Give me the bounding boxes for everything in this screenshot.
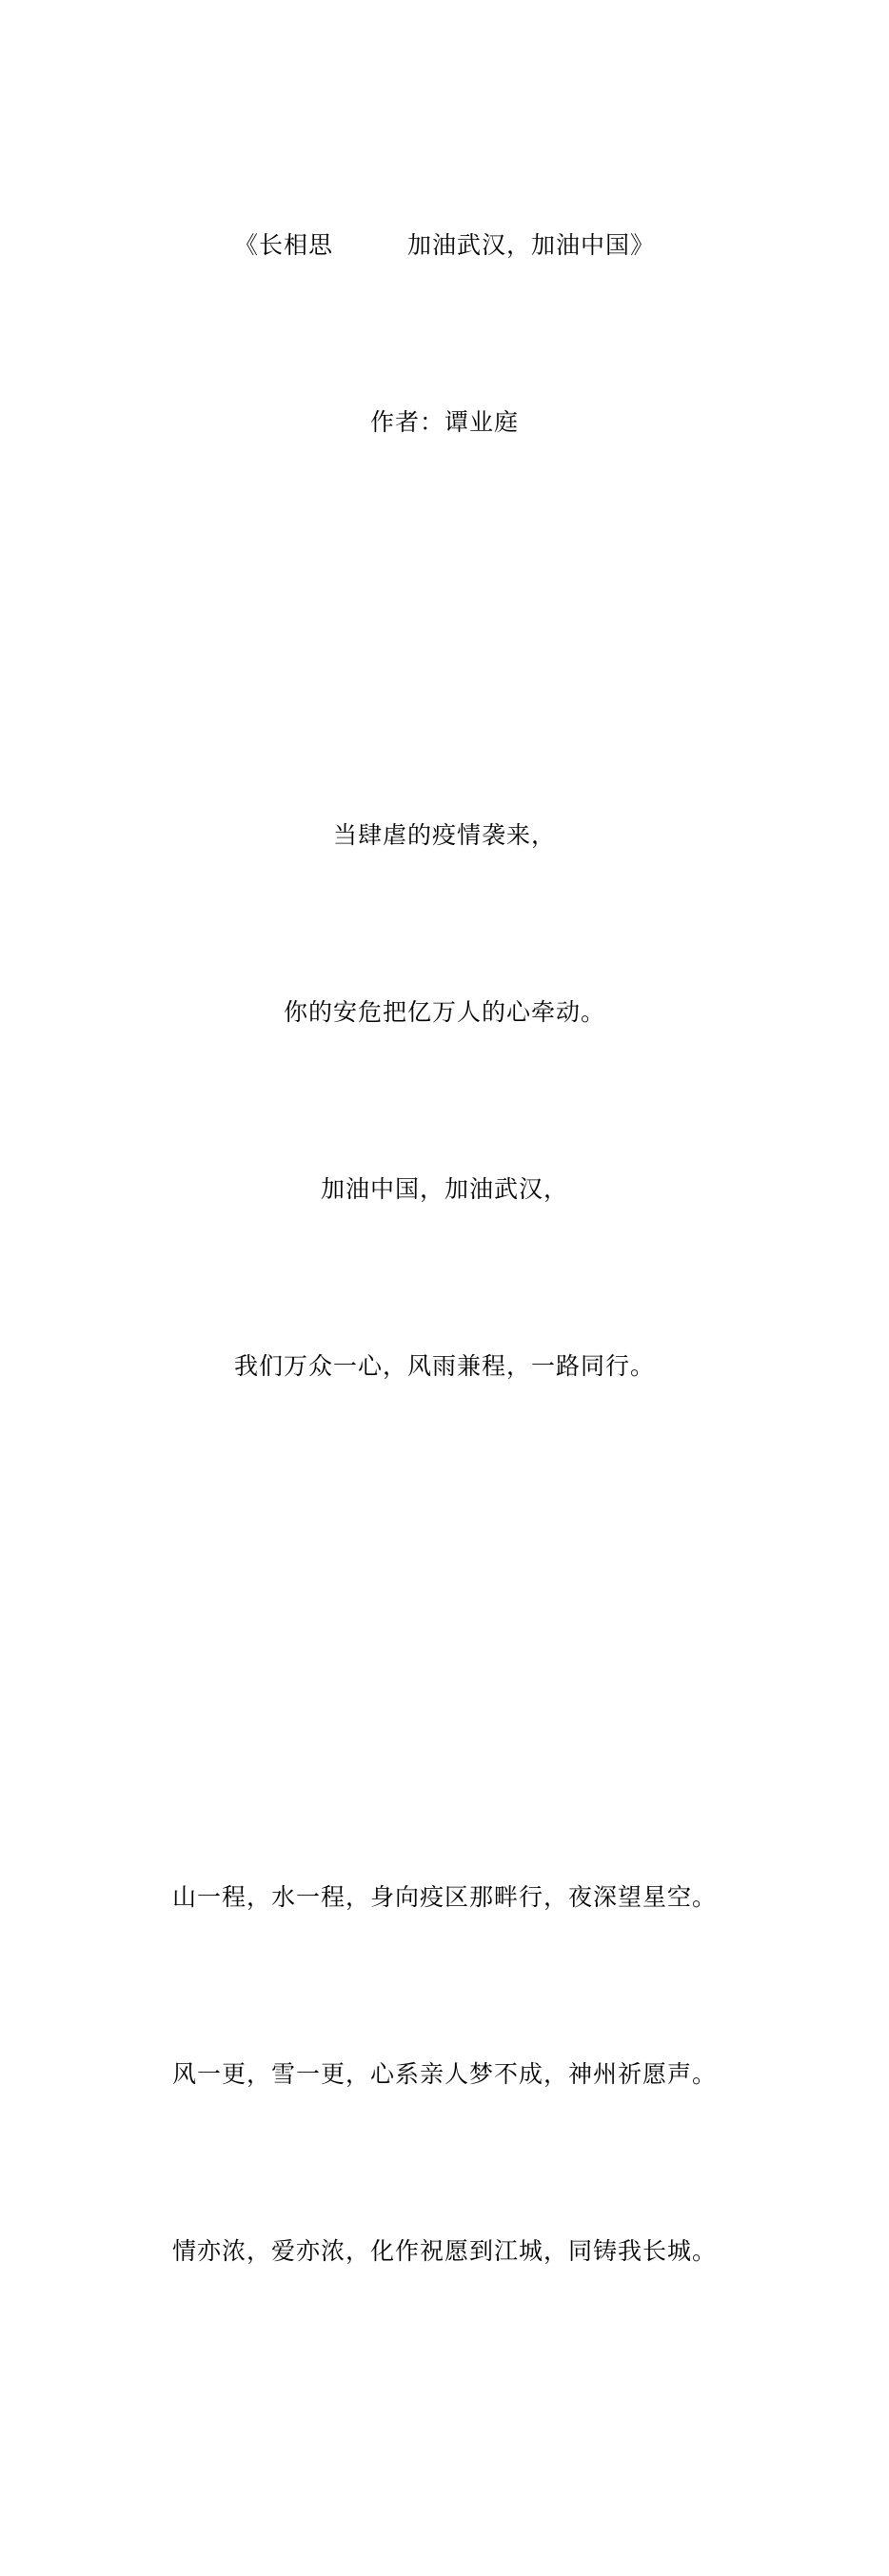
poem-line: 我们万众一心，风雨兼程，一路同行。 <box>233 1353 655 1380</box>
poem-author: 作者：谭业庭 <box>369 409 519 436</box>
poem-line: 当肆虐的疫情袭来， <box>332 822 556 849</box>
poem-line: 你的安危把亿万人的心牵动。 <box>283 999 605 1026</box>
poem-line: 山一程，水一程，身向疫区那畔行，夜深望星空。 <box>171 1884 717 1911</box>
poem-line: 风一更，雪一更，心系亲人梦不成，神州祈愿声。 <box>171 2061 717 2088</box>
poem-stanza-2 <box>0 1750 889 2399</box>
poem-line: 情亦浓，爱亦浓，化作祝愿到江城，同铸我长城。 <box>171 2238 717 2265</box>
poem-title: 《长相思 加油武汉，加油中国》 <box>233 232 655 259</box>
poem-stanza-1 <box>0 688 889 1514</box>
poem-line: 加油中国，加油武汉， <box>320 1176 568 1203</box>
